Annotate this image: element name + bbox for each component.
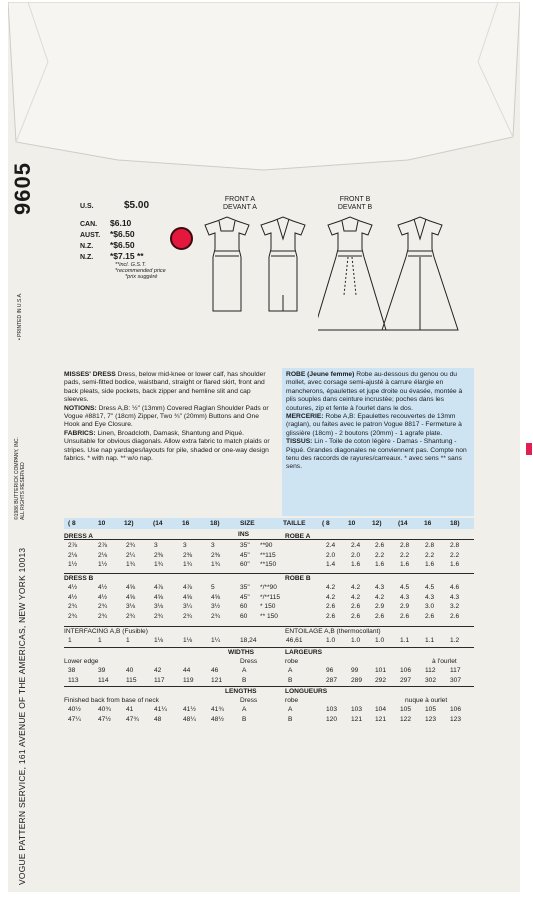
- table-cell: 2⅜: [183, 551, 193, 559]
- table-cell: 114: [98, 676, 109, 684]
- table-cell: 123: [450, 715, 462, 723]
- width-cm: **90: [260, 542, 273, 549]
- table-cell: 2¼: [126, 551, 136, 559]
- table-cell: 287: [326, 676, 338, 684]
- table-cell: 2.0: [326, 551, 336, 559]
- pink-edge-mark: [526, 443, 532, 455]
- table-cell: 40: [126, 667, 134, 674]
- table-cell: 4.5: [400, 584, 410, 591]
- table-cell: 4⅝: [126, 593, 136, 601]
- width-cm: */**90: [260, 584, 277, 591]
- table-cell: 115: [126, 676, 137, 684]
- dress-a-illustration: [195, 215, 315, 325]
- table-cell: 99: [351, 667, 359, 674]
- table-cell: 103: [326, 706, 338, 713]
- table-cell: 4⅝: [183, 593, 193, 601]
- table-cell: 1.6: [351, 561, 361, 568]
- table-cell: 1.6: [425, 561, 435, 568]
- table-cell: 1.6: [400, 561, 410, 568]
- view-letter: B: [242, 676, 247, 684]
- table-cell: 41¾: [211, 706, 224, 713]
- price-can: CAN. $6.10: [80, 218, 132, 228]
- table-cell: 2.6: [400, 612, 410, 620]
- width-inches: 35": [240, 584, 250, 591]
- table-cell: 1.0: [351, 637, 361, 644]
- table-cell: 3: [183, 542, 187, 549]
- english-description: MISSES' DRESS Dress, below mid-knee or lower calf, has shoulder pads, semi-fitted bodice, waistband, straight or flared skirt, front and back pleats, side pockets, back zipper and hemline slit and cap sleeves. NOTIONS: Dress A,B: ½" (13mm) Covered Raglan Shoulder Pads or Vogue #8817, 7" (18cm) Zipper, Two ¾" (20mm) Buttons and One Hook and Eye Closure. FABRICS: Linen, Broadcloth, Damask, Shantung and Piqué. Unsuitable for obvious diagonals. Allow extra fabric to match plaids or stripes. Use nap yardages/layouts for pile, shaded or one-way design fabrics. * with nap. ** w/o nap.: [64, 371, 270, 463]
- table-cell: 2⅛: [98, 551, 108, 559]
- table-cell: 1.0: [375, 637, 385, 644]
- table-cell: 3.2: [450, 603, 460, 610]
- table-cell: 2.6: [450, 612, 460, 620]
- table-cell: 2.9: [375, 603, 385, 610]
- view-letter: B: [288, 676, 293, 684]
- table-cell: 48½: [211, 715, 224, 723]
- figure-b-label: FRONT B DEVANT B: [337, 196, 373, 211]
- table-cell: 1.4: [326, 561, 336, 568]
- table-cell: 292: [375, 676, 387, 684]
- divider: [64, 573, 474, 574]
- table-cell: 2⅞: [68, 542, 78, 549]
- table-cell: 2¾: [98, 612, 108, 620]
- table-cell: 4⅞: [183, 584, 193, 591]
- width-cm: * 150: [260, 603, 276, 610]
- table-cell: 41¼: [154, 706, 167, 713]
- table-cell: 106: [400, 667, 412, 674]
- table-cell: 2.6: [375, 612, 385, 620]
- divider: [64, 647, 474, 648]
- table-cell: 2.6: [351, 603, 361, 610]
- table-cell: 4.5: [425, 584, 435, 591]
- table-cell: 40½: [68, 706, 81, 713]
- width-inches: 18,24: [240, 637, 257, 644]
- table-cell: 2¾: [68, 603, 78, 610]
- table-cell: 122: [400, 715, 412, 723]
- pattern-number: 9605: [10, 162, 35, 215]
- width-inches: 45": [240, 551, 250, 559]
- divider: [64, 539, 474, 540]
- table-cell: 4⅝: [154, 593, 164, 601]
- table-cell: 2.6: [375, 542, 385, 549]
- table-cell: 38: [68, 667, 76, 674]
- width-cm: **150: [260, 561, 277, 568]
- dress-b-illustration: [318, 215, 468, 337]
- table-cell: 3¼: [183, 603, 193, 610]
- table-cell: 105: [425, 706, 437, 713]
- table-cell: 4.3: [375, 584, 385, 591]
- table-cell: 104: [375, 706, 387, 713]
- width-inches: 45": [240, 593, 250, 601]
- table-cell: 4⅝: [126, 584, 136, 591]
- table-cell: 39: [98, 667, 106, 674]
- table-cell: 289: [351, 676, 363, 684]
- table-cell: 2⅜: [211, 551, 221, 559]
- table-cell: 2¾: [98, 603, 108, 610]
- table-cell: 1: [126, 637, 130, 644]
- table-cell: 44: [183, 667, 191, 674]
- table-cell: 4⅞: [154, 584, 164, 591]
- table-cell: 4.2: [326, 593, 336, 601]
- table-cell: 2⅞: [98, 542, 108, 549]
- table-cell: 2¾: [126, 542, 136, 549]
- table-cell: 4.3: [425, 593, 435, 601]
- table-cell: 121: [375, 715, 387, 723]
- price-aust: AUST. *$6.50: [80, 229, 135, 239]
- table-cell: 46: [211, 667, 219, 674]
- table-cell: 41: [126, 706, 134, 713]
- width-inches: 60: [240, 612, 248, 620]
- table-cell: 1¾: [126, 561, 136, 568]
- table-cell: 2.8: [400, 542, 410, 549]
- divider: [64, 626, 474, 627]
- table-cell: 2¾: [183, 612, 193, 620]
- printed-in-usa: • PRINTED IN U.S.A.: [17, 292, 23, 340]
- table-cell: 2.6: [425, 612, 435, 620]
- table-cell: 1.0: [326, 637, 336, 644]
- table-cell: 119: [183, 676, 194, 684]
- width-cm: ** 150: [260, 612, 278, 620]
- table-cell: 1.1: [425, 637, 435, 644]
- table-cell: 41½: [183, 706, 196, 713]
- table-cell: 1.6: [375, 561, 385, 568]
- table-cell: 2.4: [326, 542, 336, 549]
- table-cell: 1½: [68, 561, 78, 568]
- table-cell: 2.6: [326, 603, 336, 610]
- width-inches: 60: [240, 603, 248, 610]
- table-cell: 121: [211, 676, 223, 684]
- size-header-row: ( 8 10 12) (14 16 18) SIZE TAILLE ( 8 10 12) (14 16 18): [68, 520, 460, 527]
- table-cell: 106: [450, 706, 462, 713]
- table-cell: 96: [326, 667, 334, 674]
- table-cell: 47¼: [68, 715, 81, 723]
- table-cell: 2.0: [351, 551, 361, 559]
- table-cell: 3.0: [425, 603, 435, 610]
- table-cell: 4.2: [351, 584, 361, 591]
- table-cell: 1.2: [450, 637, 460, 644]
- table-cell: 120: [326, 715, 338, 723]
- table-cell: 4.3: [450, 593, 460, 601]
- table-cell: 4½: [98, 593, 108, 601]
- table-cell: 4⅝: [211, 593, 221, 601]
- table-cell: 4½: [68, 584, 78, 591]
- table-cell: 5: [211, 584, 215, 591]
- table-cell: 2.2: [450, 551, 460, 559]
- table-cell: 297: [400, 676, 412, 684]
- table-cell: 48: [154, 715, 162, 723]
- table-cell: 4.2: [351, 593, 361, 601]
- table-cell: 47¾: [126, 715, 139, 723]
- table-cell: 2¾: [154, 612, 164, 620]
- table-cell: 3⅛: [126, 603, 136, 610]
- table-cell: 48¼: [183, 715, 196, 723]
- table-cell: 1⅛: [183, 637, 193, 644]
- table-cell: 121: [351, 715, 363, 723]
- table-cell: 4.2: [375, 593, 385, 601]
- table-cell: 1½: [98, 561, 108, 568]
- table-cell: 2⅛: [68, 551, 78, 559]
- table-cell: 1.1: [400, 637, 410, 644]
- table-cell: 307: [450, 676, 462, 684]
- table-cell: 4½: [98, 584, 108, 591]
- table-cell: 1¼: [211, 637, 221, 644]
- table-cell: 3: [211, 542, 215, 549]
- figure-a-label: FRONT A DEVANT A: [223, 196, 257, 211]
- table-cell: 2.8: [425, 542, 435, 549]
- table-cell: 2.4: [351, 542, 361, 549]
- table-cell: 2¾: [126, 612, 136, 620]
- table-cell: 42: [154, 667, 162, 674]
- table-cell: 4.2: [326, 584, 336, 591]
- table-cell: 1: [68, 637, 72, 644]
- table-cell: 1¾: [183, 561, 193, 568]
- table-cell: 117: [450, 667, 461, 674]
- price-notes: **incl. G.S.T. *recommended price *prix suggéré: [115, 262, 166, 280]
- table-cell: 2⅜: [154, 551, 164, 559]
- view-letter: A: [242, 706, 247, 713]
- view-letter: A: [288, 706, 293, 713]
- table-cell: 47½: [98, 715, 111, 723]
- table-cell: 103: [351, 706, 363, 713]
- copyright-notice: ©1986 BUTTERICK COMPANY, INC. ALL RIGHTS RESERVED: [14, 437, 26, 520]
- table-cell: 2.2: [375, 551, 385, 559]
- table-cell: 2.6: [351, 612, 361, 620]
- divider: [64, 686, 474, 687]
- table-cell: 2.2: [400, 551, 410, 559]
- french-description: ROBE (Jeune femme) Robe au-dessous du genou ou du mollet, avec corsage semi-ajusté à carrure élargie en mancherons, épaulettes et jupe droite ou évasée, montée à plis souples dans ceinture incrustée; poches dans les coutures, zip et fente à l'ourlet dans le dos. MERCERIE: Robe A,B: Epaulettes recouvertes de 13mm (raglan), ou faites avec le patron Vogue 8817 - Fermeture à glissière (18cm) - 2 boutons (20mm) - 1 agrafe plate. TISSUS: Lin - Toile de coton légère - Damas - Shantung - Piqué. Grandes diagonales ne conviennent pas. Compte non tenu des raccords de rayures/carreaux. * avec sens ** sans sens.: [286, 371, 467, 471]
- table-cell: 3½: [211, 603, 221, 610]
- table-cell: 1.6: [450, 561, 460, 568]
- table-cell: 302: [425, 676, 437, 684]
- table-cell: 40¾: [98, 706, 111, 713]
- price-nz-gst: N.Z. *$7.15 **: [80, 251, 144, 261]
- view-letter: A: [242, 667, 247, 674]
- table-cell: 101: [375, 667, 387, 674]
- table-cell: 3: [154, 542, 158, 549]
- width-cm: 46,61: [286, 637, 303, 644]
- publisher-address: VOGUE PATTERN SERVICE, 161 AVENUE OF THE AMERICAS, NEW YORK 10013: [17, 547, 27, 885]
- table-cell: 2.6: [326, 612, 336, 620]
- table-cell: 1⅛: [154, 637, 164, 644]
- table-cell: 113: [68, 676, 79, 684]
- price-us: U.S. $5.00: [80, 200, 150, 211]
- table-cell: 117: [154, 676, 165, 684]
- table-cell: 123: [425, 715, 437, 723]
- table-cell: 105: [400, 706, 412, 713]
- view-letter: B: [242, 715, 247, 723]
- width-cm: **115: [260, 551, 276, 559]
- table-cell: 1¾: [211, 561, 221, 568]
- table-cell: 2.9: [400, 603, 410, 610]
- price-nz: N.Z. *$6.50: [80, 240, 135, 250]
- width-inches: 35": [240, 542, 250, 549]
- table-cell: 2¾: [211, 612, 221, 620]
- table-cell: 112: [425, 667, 436, 674]
- table-cell: 2¾: [68, 612, 78, 620]
- red-sticker-dot: [170, 227, 193, 250]
- table-cell: 3⅛: [154, 603, 164, 610]
- view-letter: A: [288, 667, 293, 674]
- table-cell: 1¾: [154, 561, 164, 568]
- table-cell: 4½: [68, 593, 78, 601]
- table-cell: 4.3: [400, 593, 410, 601]
- width-inches: 60": [240, 561, 250, 568]
- table-cell: 4.6: [450, 584, 460, 591]
- width-cm: */**115: [260, 593, 281, 601]
- table-cell: 2.2: [425, 551, 435, 559]
- envelope-flap: [8, 2, 520, 172]
- table-cell: 2.8: [450, 542, 460, 549]
- table-cell: 1: [98, 637, 102, 644]
- view-letter: B: [288, 715, 293, 723]
